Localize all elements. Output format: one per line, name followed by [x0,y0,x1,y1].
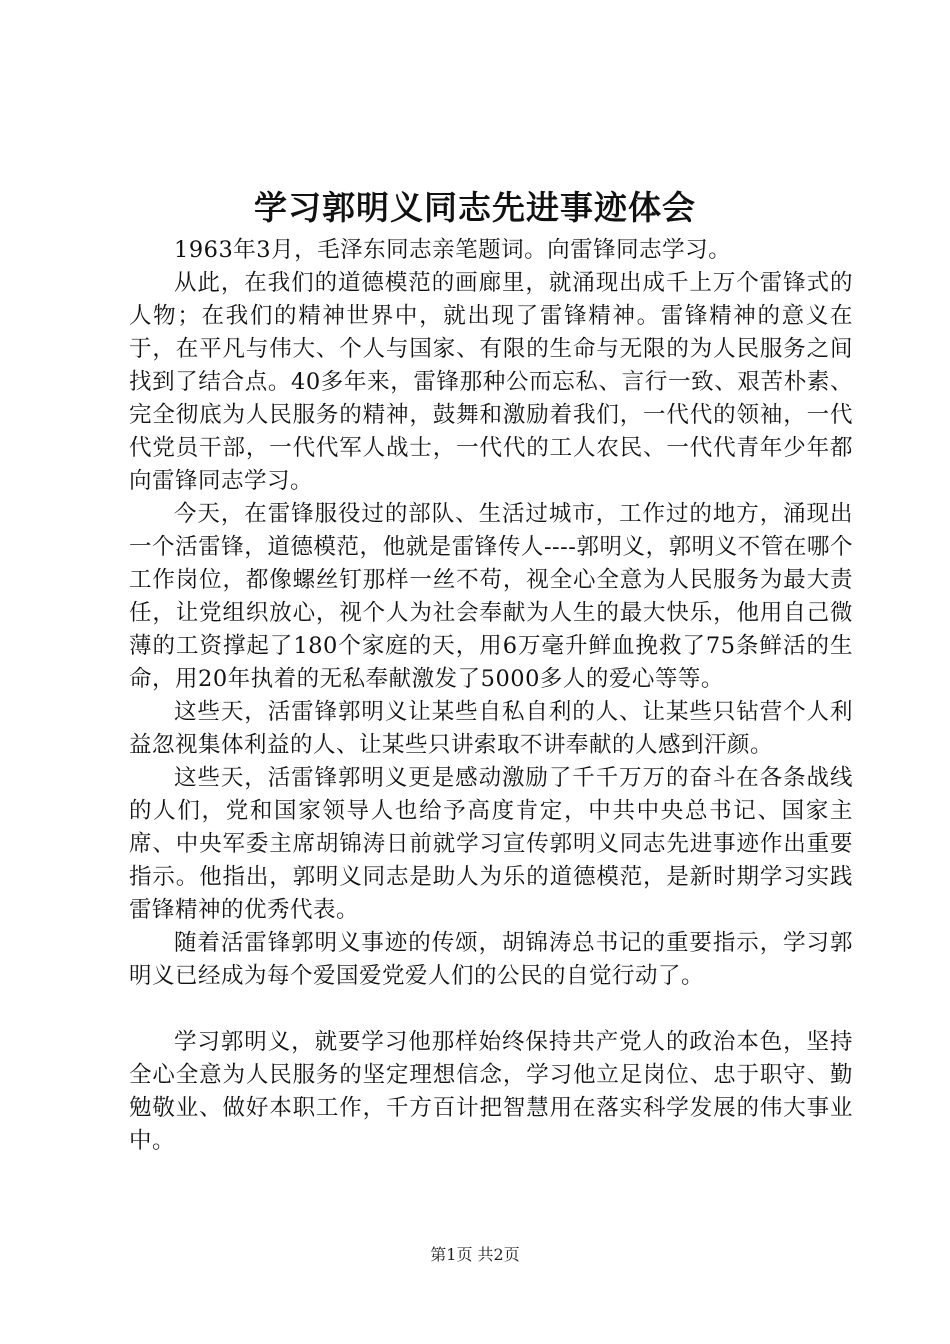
document-body [129,234,853,1158]
page-number-footer: 第1页 共2页 [430,1245,520,1264]
paragraph-4: 这些天，活雷锋郭明义让某些自私自利的人、让某些只钻营个人利益忽视集体利益的人、让某些只讲索取不讲奉献的人感到汗颜。 [129,699,853,758]
paragraph-2: 从此，在我们的道德模范的画廊里，就涌现出成千上万个雷锋式的人物；在我们的精神世界中，就出现了雷锋精神。雷锋精神的意义在于，在平凡与伟大、个人与国家、有限的生命与无限的为人民服务之间找到了结合点。40多年来，雷锋那种公而忘私、言行一致、艰苦朴素、完全彻底为人民服务的精神，鼓舞和激励着我们，一代代的领袖，一代代党员干部，一代代军人战士，一代代的工人农民、一代代青年少年都向雷锋同志学习。 [129,270,853,494]
paragraph-1: 1963年3月，毛泽东同志亲笔题词。向雷锋同志学习。 [174,237,732,263]
paragraph-5: 这些天，活雷锋郭明义更是感动激励了千千万万的奋斗在各条战线的人们，党和国家领导人也给予高度肯定，中共中央总书记、国家主席、中央军委主席胡锦涛日前就学习宣传郭明义同志先进事迹作出重要指示。他指出，郭明义同志是助人为乐的道德模范，是新时期学习实践雷锋精神的优秀代表。 [129,765,853,923]
paragraph-7: 学习郭明义，就要学习他那样始终保持共产党人的政治本色，坚持全心全意为人民服务的坚定理想信念，学习他立足岗位、忠于职守、勤勉敬业、做好本职工作，千方百计把智慧用在落实科学发展的伟大事业中。 [129,1029,853,1154]
paragraph-3: 今天，在雷锋服役过的部队、生活过城市，工作过的地方，涌现出一个活雷锋，道德模范，他就是雷锋传人----郭明义，郭明义不管在哪个工作岗位，都像螺丝钉那样一丝不苟，视全心全意为人民服务为最大责任，让党组织放心，视个人为社会奉献为人生的最大快乐，他用自己微薄的工资撑起了180个家庭的天，用6万毫升鲜血挽救了75条鲜活的生命，用20年执着的无私奉献激发了5000多人的爱心等等。 [129,501,853,692]
page-title: 学习郭明义同志先进事迹体会 [254,188,696,227]
paragraph-6: 随着活雷锋郭明义事迹的传颂，胡锦涛总书记的重要指示，学习郭明义已经成为每个爱国爱党爱人们的公民的自觉行动了。 [129,930,853,989]
